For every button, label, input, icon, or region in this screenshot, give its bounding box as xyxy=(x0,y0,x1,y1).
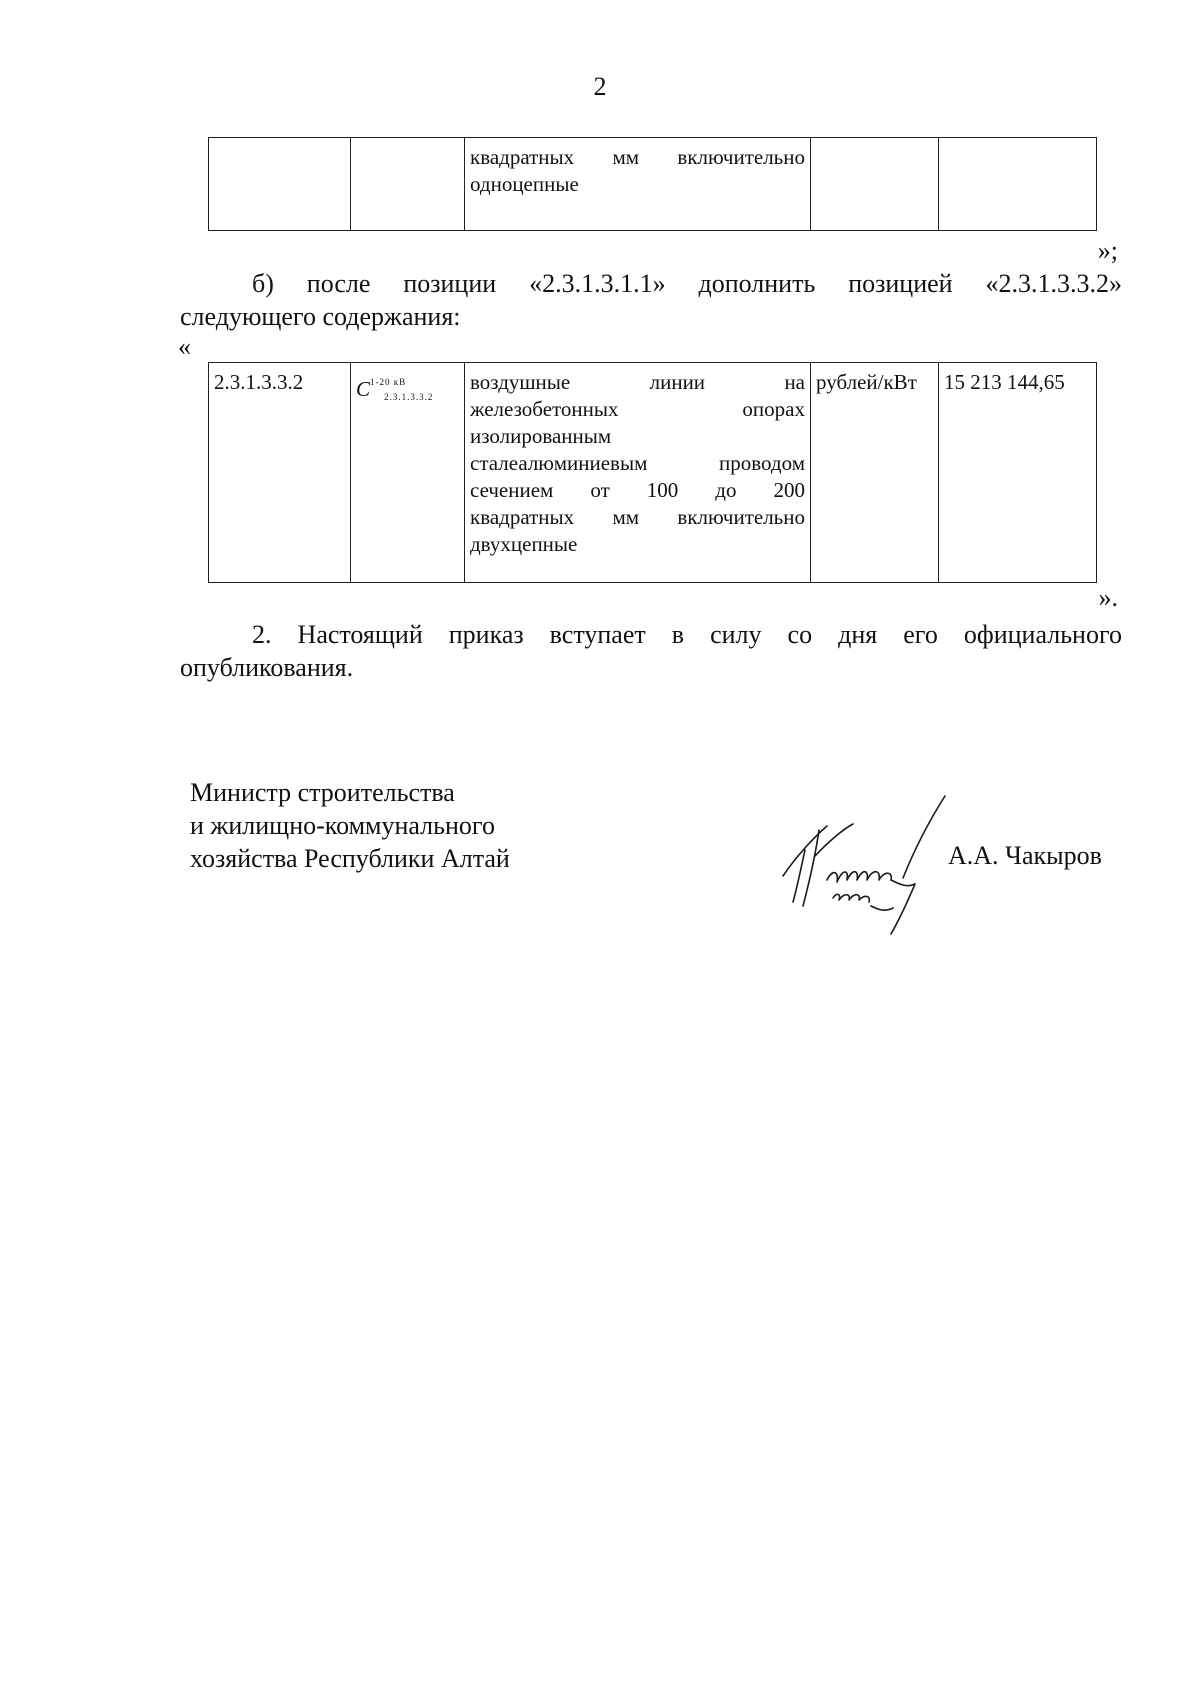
position-code: 2.3.1.3.3.2 xyxy=(209,363,351,583)
paragraph-2-line-1: 2. Настоящий приказ вступает в силу со дня его официального xyxy=(252,620,1122,649)
handwritten-signature xyxy=(775,788,975,938)
description-line: квадратных мм включительно xyxy=(470,505,805,529)
table-continuation xyxy=(208,137,1097,231)
table-cell-value xyxy=(939,138,1097,231)
table-cell-description xyxy=(465,138,811,231)
closing-quote: »; xyxy=(1097,236,1118,265)
table-cell-code xyxy=(209,138,351,231)
table-new-position xyxy=(208,362,1097,583)
position-value: 15 213 144,65 xyxy=(939,363,1097,583)
description-line: сталеалюминиевым проводом xyxy=(470,451,805,475)
description-line: железобетонных опорах xyxy=(470,397,805,421)
description-line: квадратных мм включительно xyxy=(470,145,805,169)
paragraph-2 xyxy=(180,618,1122,684)
description-line: воздушные линии на xyxy=(470,370,805,394)
closing-quote: ». xyxy=(1098,583,1118,612)
description-line: одноцепные xyxy=(470,172,579,196)
signatory-name: А.А. Чакыров xyxy=(948,841,1102,870)
description-line: изолированным xyxy=(470,424,612,448)
paragraph-2-line-2: опубликования. xyxy=(180,653,354,682)
opening-quote: « xyxy=(178,332,191,361)
table-cell-symbol xyxy=(351,138,465,231)
position-unit: рублей/кВт xyxy=(811,363,939,583)
signatory-title xyxy=(190,776,510,875)
signatory-title-line: Министр строительства xyxy=(190,778,455,807)
signatory-title-line: и жилищно-коммунального xyxy=(190,811,495,840)
description-line: сечением от 100 до 200 xyxy=(470,478,805,502)
paragraph-b-line-1: б) после позиции «2.3.1.3.1.1» дополнить позицией «2.3.1.3.3.2» xyxy=(252,269,1122,298)
page-number: 2 xyxy=(593,72,607,101)
tariff-symbol-formula: $C^{1-20 кВ}_{2.3.1.3.3.2}$ xyxy=(356,377,434,402)
description-line: двухцепные xyxy=(470,532,578,556)
signatory-title-line: хозяйства Республики Алтай xyxy=(190,844,510,873)
paragraph-b-line-2: следующего содержания: xyxy=(180,302,461,331)
tariff-symbol xyxy=(351,363,465,583)
position-description xyxy=(465,363,811,583)
table-cell-unit xyxy=(811,138,939,231)
paragraph-b xyxy=(180,267,1122,333)
